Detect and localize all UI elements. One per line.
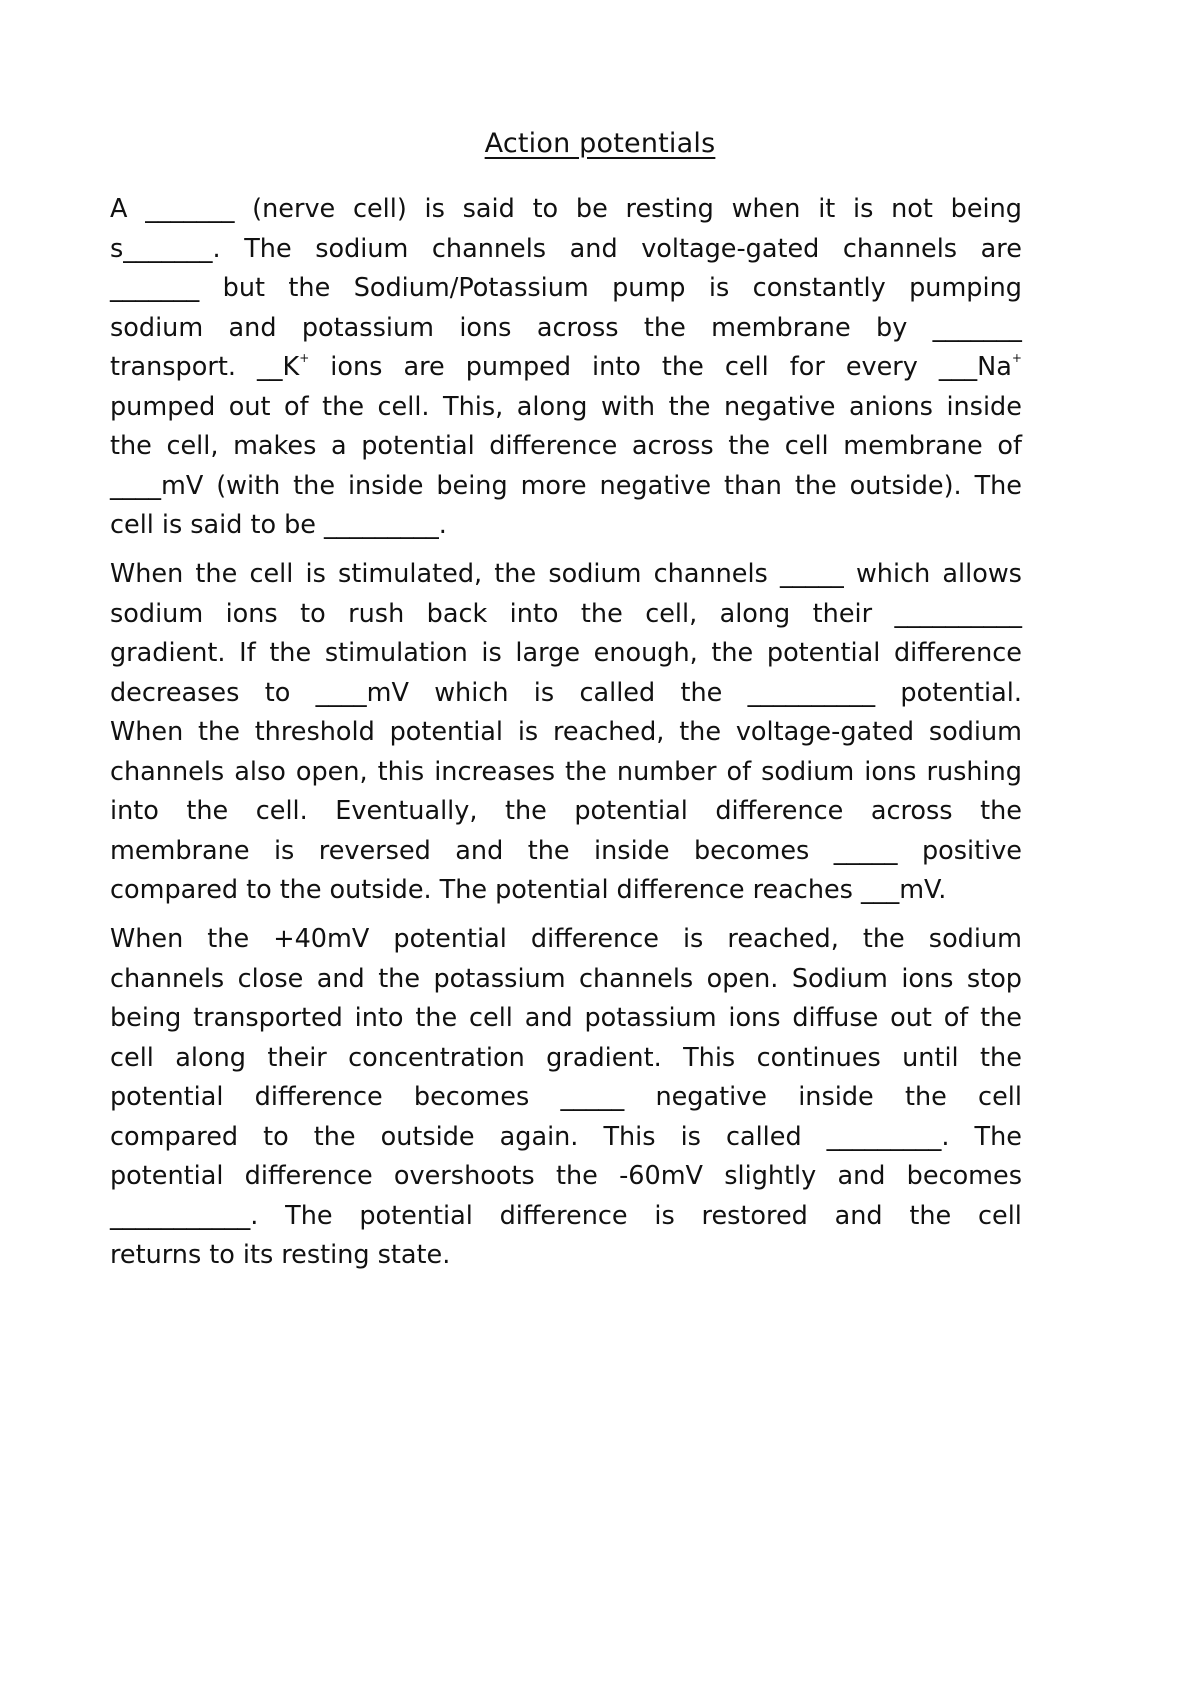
word: potential (110, 1161, 224, 1191)
word: ions (901, 963, 954, 994)
text-line (110, 348, 1022, 388)
text-line (110, 960, 1022, 1000)
word: cell (249, 559, 294, 589)
word: potential (495, 875, 609, 905)
word: continues (756, 1042, 881, 1073)
blank-word: ____mV (110, 470, 204, 501)
word: is (853, 194, 874, 224)
text-line (110, 792, 1022, 832)
text-line (110, 190, 1022, 230)
word: inside (347, 470, 424, 501)
word: and (569, 233, 618, 264)
word: anions (849, 391, 933, 422)
word: voltage-gated (641, 233, 820, 264)
text-line (110, 1157, 1022, 1197)
word: and (834, 1200, 883, 1231)
word: resting (625, 194, 714, 224)
blank-word: s_______. (110, 233, 221, 264)
word: cell (978, 1200, 1022, 1231)
word: cell. (255, 796, 308, 826)
word: it (818, 194, 836, 224)
word: the (711, 638, 754, 668)
word: into (354, 1003, 404, 1033)
word: slightly (724, 1161, 817, 1191)
text-line (110, 506, 1022, 546)
word: enough, (593, 638, 698, 668)
word: pumped (110, 391, 216, 422)
word: this (377, 756, 425, 787)
word: to (300, 598, 326, 629)
word: sodium (315, 233, 409, 264)
word: diffuse (792, 1003, 879, 1033)
word: along (516, 391, 588, 422)
word: a (330, 431, 347, 461)
word: membrane (110, 835, 250, 866)
word: is (273, 835, 295, 866)
word: with (600, 391, 656, 422)
word: to (246, 875, 272, 905)
word: of (943, 1003, 969, 1033)
word: potential (359, 1200, 473, 1231)
word: to (532, 194, 559, 224)
text-line (110, 388, 1022, 428)
word: Sodium/Potassium (353, 273, 589, 303)
word: decreases (110, 677, 240, 708)
word: out (228, 391, 271, 422)
word: the (198, 717, 240, 747)
text-line (110, 1197, 1022, 1237)
word: concentration (348, 1042, 525, 1073)
word: threshold (254, 717, 375, 747)
blank-word: __________ (747, 677, 876, 708)
word: to (263, 1121, 289, 1152)
word: is (517, 717, 539, 747)
word: compared (110, 1121, 239, 1152)
word: becomes (413, 1082, 530, 1112)
word: again. (499, 1121, 579, 1152)
word: inside (946, 391, 1022, 422)
word: rushing (926, 756, 1022, 787)
word: potential (361, 431, 475, 461)
word: difference (489, 431, 618, 461)
word: This, (443, 391, 504, 422)
word: the (207, 924, 250, 954)
word: compared (110, 875, 239, 905)
word: not (891, 194, 933, 224)
word: being (436, 470, 508, 501)
word: sodium (110, 598, 204, 629)
text-line (110, 920, 1022, 960)
word: is (305, 559, 326, 589)
word: potassium (301, 312, 434, 343)
word: the (580, 598, 623, 629)
word: into (110, 796, 159, 826)
word: Eventually, (335, 796, 478, 826)
word: the (269, 638, 312, 668)
word: sodium (928, 924, 1022, 954)
text-line (110, 1039, 1022, 1079)
word: the (555, 1161, 598, 1191)
text-line (110, 230, 1022, 270)
word: The (974, 1121, 1022, 1152)
word: the (313, 1121, 356, 1152)
paragraph-resting-potential (110, 190, 1022, 546)
word: The (974, 470, 1022, 501)
text-line (110, 1118, 1022, 1158)
word: reaches (752, 875, 853, 905)
word: is (680, 1121, 701, 1152)
word: If (239, 638, 256, 668)
text-line (110, 1236, 1022, 1276)
blank-word: _______ (932, 312, 1022, 343)
word: Sodium (791, 963, 888, 994)
text-line (110, 595, 1022, 635)
word: When (110, 717, 184, 747)
word: cell (468, 1003, 513, 1033)
text-line (110, 713, 1022, 753)
word: membrane (843, 431, 983, 461)
word: being (950, 194, 1022, 224)
word: reversed (318, 835, 431, 866)
word: overshoots (393, 1161, 535, 1191)
word: difference (254, 1082, 383, 1112)
word: channels (110, 756, 225, 787)
text-line (110, 999, 1022, 1039)
word: sodium (110, 312, 204, 343)
word: the (415, 1003, 458, 1033)
blank-word: _____ (780, 559, 844, 589)
blank-word: _____ (560, 1082, 625, 1112)
blank-word: _____ (833, 835, 898, 866)
blank-word: _______ (110, 273, 200, 303)
word: open, (295, 756, 368, 787)
word: cell (110, 510, 154, 540)
word: difference (616, 875, 745, 905)
word: restored (701, 1200, 808, 1231)
word: are (980, 233, 1022, 264)
word: being (110, 1003, 182, 1033)
word: and (455, 835, 504, 866)
word: across (536, 312, 619, 343)
word: the (195, 559, 238, 589)
paragraph-repolarisation (110, 920, 1022, 1276)
word: constantly (752, 273, 886, 303)
word: the (680, 677, 723, 708)
word: potassium (433, 963, 566, 994)
word: to (250, 510, 277, 540)
word: out (890, 1003, 932, 1033)
word: the (668, 391, 711, 422)
word: into (592, 352, 641, 382)
text-line (110, 427, 1022, 467)
text-line (110, 1078, 1022, 1118)
word: is (533, 677, 555, 708)
word: and (316, 963, 365, 994)
word: outside. (329, 875, 432, 905)
word: the (661, 352, 704, 382)
word: be (575, 194, 608, 224)
word: the (643, 312, 686, 343)
word: the (679, 717, 722, 747)
word: their (812, 598, 873, 629)
word: when (731, 194, 801, 224)
word: is (682, 924, 704, 954)
document-title: Action potentials (484, 128, 716, 159)
word: the (909, 1200, 952, 1231)
word: potential (393, 924, 507, 954)
word: every (845, 352, 918, 382)
word: gradient. (110, 638, 226, 668)
word: to (209, 1240, 235, 1270)
word: across (870, 796, 953, 826)
word: cell, (166, 431, 219, 461)
word: cell (978, 1082, 1022, 1112)
word: number (616, 756, 717, 787)
word: and (524, 1003, 573, 1033)
word: until (902, 1042, 959, 1073)
word: are (403, 352, 445, 382)
word: +40mV (273, 924, 370, 954)
word: difference (530, 924, 659, 954)
text-line (110, 467, 1022, 507)
word: the (980, 1003, 1022, 1033)
word: outside (380, 1121, 475, 1152)
word: cell (784, 431, 829, 461)
word: large (515, 638, 581, 668)
word: be (284, 510, 316, 540)
word: difference (499, 1200, 628, 1231)
blank-word: __K+ (256, 351, 310, 382)
word: resting (281, 1240, 370, 1270)
word: for (789, 352, 825, 382)
blank-word: ____mV (315, 677, 409, 708)
word: The (285, 1200, 333, 1231)
word: increases (434, 756, 555, 787)
word: When (110, 559, 184, 589)
word: transported (193, 1003, 343, 1033)
word: -60mV (619, 1161, 703, 1191)
word: inside (798, 1082, 874, 1112)
word: which (434, 677, 509, 708)
word: and (837, 1161, 886, 1191)
text-line (110, 871, 1022, 911)
word: channels (431, 233, 547, 264)
word: potassium (584, 1003, 717, 1033)
word: gradient. (546, 1042, 662, 1073)
word: called (579, 677, 656, 708)
word: rush (348, 598, 405, 629)
word: ions (225, 598, 278, 629)
word: ions (330, 352, 383, 382)
word: difference (893, 638, 1022, 668)
word: into (509, 598, 559, 629)
word: sodium (928, 717, 1022, 747)
word: When (110, 924, 184, 954)
word: The (244, 233, 292, 264)
word: reached, (727, 924, 839, 954)
word: channels (110, 963, 225, 994)
word: the (288, 273, 331, 303)
word: This (683, 1042, 736, 1073)
word: voltage-gated (735, 717, 915, 747)
word: is (708, 273, 730, 303)
word: ions (459, 312, 512, 343)
word: transport. (110, 352, 236, 382)
text-line (110, 674, 1022, 714)
word: the (186, 796, 229, 826)
text-line (110, 269, 1022, 309)
word: sodium (761, 756, 855, 787)
word: to (264, 677, 291, 708)
word: sodium (548, 559, 642, 589)
blank-word: _______ (145, 194, 235, 224)
text-line (110, 309, 1022, 349)
word: the (279, 875, 322, 905)
word: the (565, 756, 607, 787)
blank-word: ___mV. (860, 875, 947, 905)
word: stimulation (324, 638, 468, 668)
word: cell, (645, 598, 698, 629)
word: also (234, 756, 286, 787)
word: of (997, 431, 1022, 461)
word: said (462, 194, 515, 224)
word: potential (574, 796, 688, 826)
word: (nerve (252, 194, 336, 224)
word: the (728, 431, 771, 461)
word: cell) (352, 194, 407, 224)
word: negative (655, 1082, 767, 1112)
word: returns (110, 1240, 202, 1270)
word: the (794, 470, 837, 501)
word: stop (966, 963, 1022, 994)
word: cell (724, 352, 769, 382)
word: The (439, 875, 488, 905)
word: open. (706, 963, 779, 994)
word: its (242, 1240, 274, 1270)
word: is (161, 510, 183, 540)
paragraph-depolarisation (110, 555, 1022, 911)
word: potential (389, 717, 504, 747)
word: stimulated, (338, 559, 483, 589)
word: cell (110, 1042, 154, 1073)
text-line (110, 753, 1022, 793)
word: and (228, 312, 277, 343)
word: is (481, 638, 502, 668)
word: negative (723, 391, 836, 422)
word: the (378, 963, 421, 994)
word: by (876, 312, 908, 343)
word: pump (612, 273, 686, 303)
text-line (110, 555, 1022, 595)
word: inside (594, 835, 670, 866)
word: along (719, 598, 791, 629)
word: the (322, 391, 365, 422)
word: positive (921, 835, 1022, 866)
word: becomes (906, 1161, 1022, 1191)
word: along (175, 1042, 246, 1073)
blank-word: ___________. (110, 1200, 259, 1231)
text-line (110, 634, 1022, 674)
word: cell. (377, 391, 430, 422)
word: makes (233, 431, 317, 461)
word: ions (728, 1003, 781, 1033)
word: membrane (711, 312, 851, 343)
word: This (603, 1121, 656, 1152)
word: than (723, 470, 782, 501)
word: which (855, 559, 931, 589)
word: the (904, 1082, 947, 1112)
word: allows (942, 559, 1022, 589)
word: difference (244, 1161, 373, 1191)
word: but (222, 273, 266, 303)
blank-word: __________ (894, 598, 1022, 629)
word: potential (110, 1082, 224, 1112)
word: close (237, 963, 304, 994)
word: of (726, 756, 752, 787)
word: is (654, 1200, 675, 1231)
word: the (293, 470, 336, 501)
word: back (426, 598, 488, 629)
word: channels (653, 559, 768, 589)
word: the (504, 796, 547, 826)
word: channels (579, 963, 694, 994)
blank-word: ___Na+ (938, 351, 1022, 382)
word: (with (216, 470, 281, 501)
blank-word: _________. (826, 1121, 950, 1152)
word: A (110, 194, 128, 224)
blank-word: _________. (323, 510, 447, 540)
word: reached, (552, 717, 665, 747)
word: outside). (849, 470, 962, 501)
word: becomes (694, 835, 810, 866)
word: state. (377, 1240, 451, 1270)
word: the (110, 431, 152, 461)
word: the (494, 559, 537, 589)
word: more (520, 470, 587, 501)
word: the (980, 1042, 1022, 1073)
word: potential (766, 638, 881, 668)
word: negative (599, 470, 712, 501)
word: ions (864, 756, 917, 787)
word: channels (842, 233, 958, 264)
word: across (631, 431, 714, 461)
word: called (725, 1121, 802, 1152)
word: their (267, 1042, 327, 1073)
word: said (190, 510, 243, 540)
word: difference (715, 796, 844, 826)
word: the (527, 835, 570, 866)
word: is (424, 194, 445, 224)
word: pumped (465, 352, 571, 382)
word: the (862, 924, 905, 954)
word: pumping (909, 273, 1022, 303)
word: the (980, 796, 1022, 826)
word: of (284, 391, 309, 422)
word: potential. (900, 677, 1022, 708)
text-line (110, 832, 1022, 872)
